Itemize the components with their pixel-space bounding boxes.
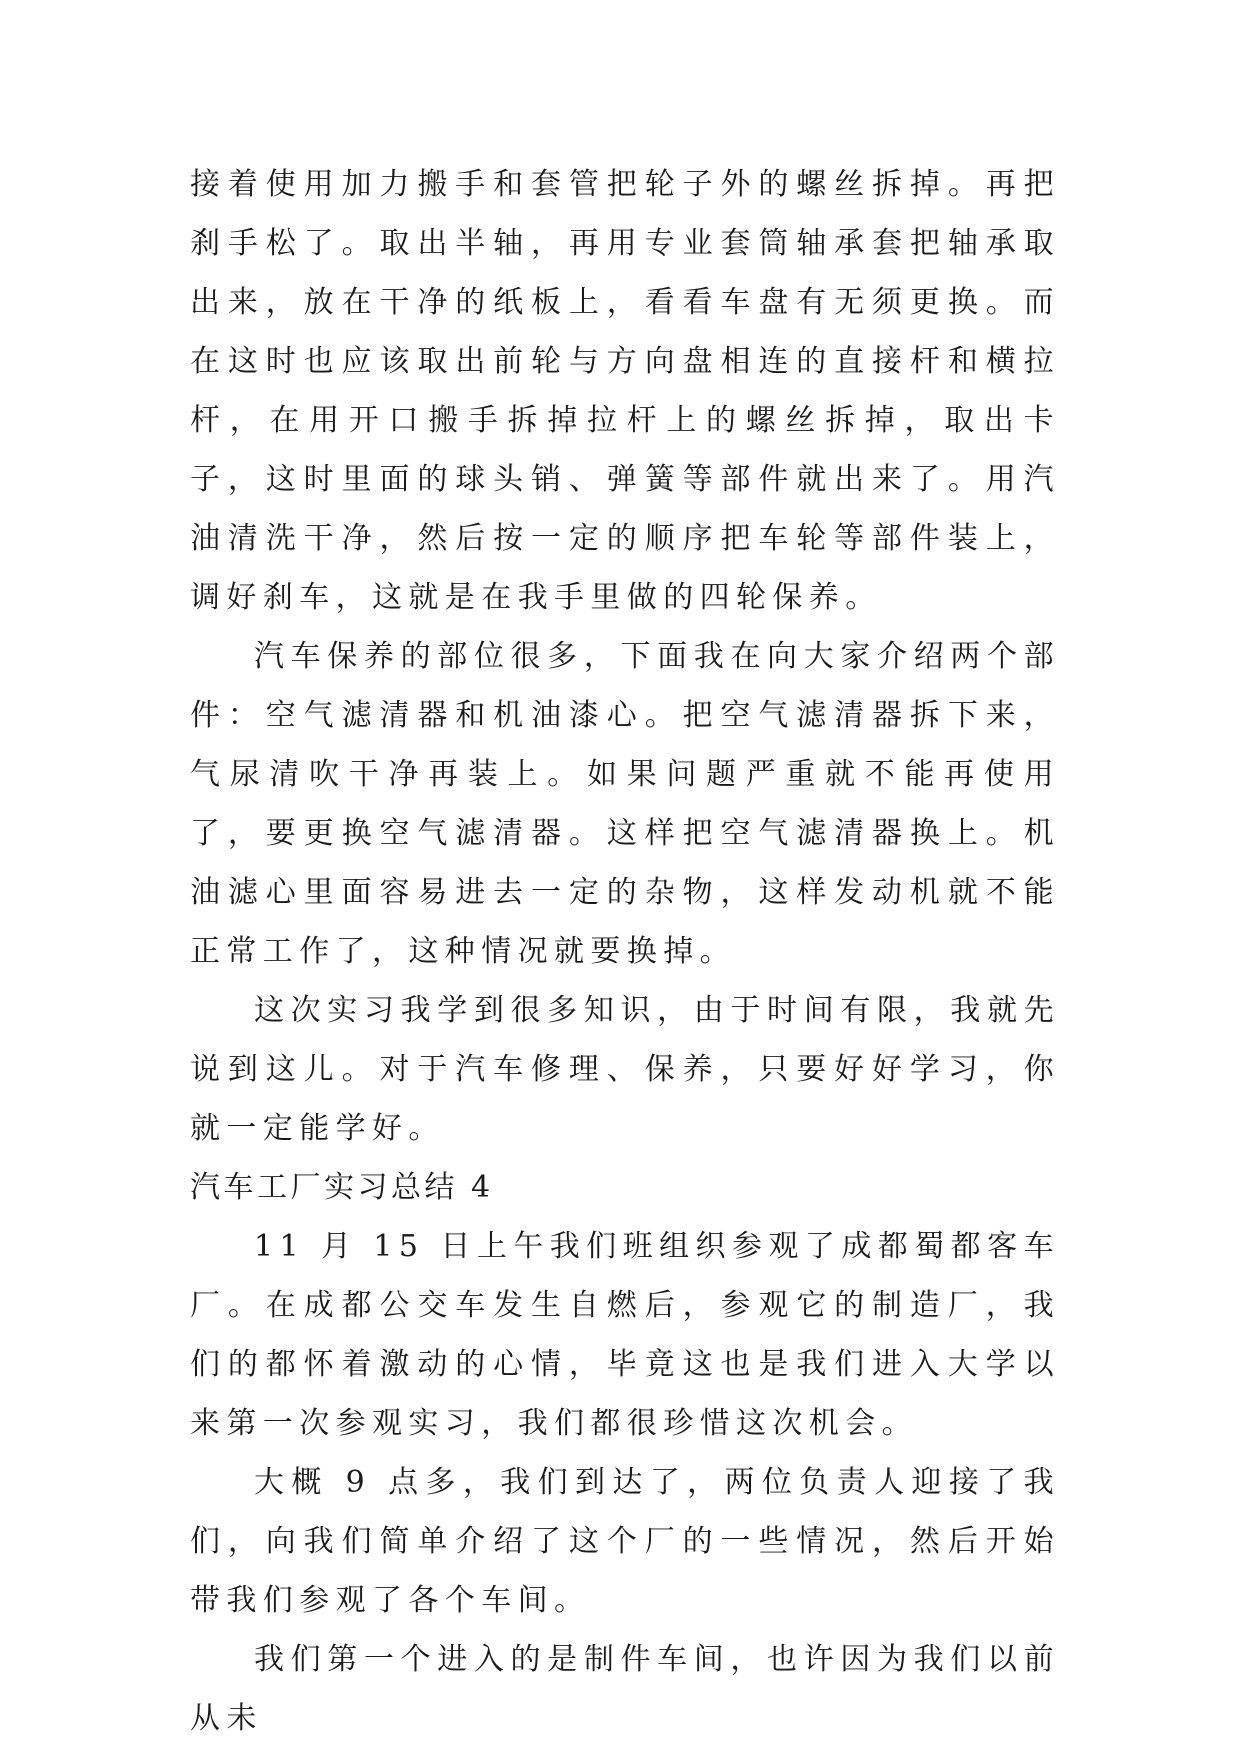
paragraph-maintenance-steps: 接着使用加力搬手和套管把轮子外的螺丝拆掉。再把刹手松了。取出半轴，再用专业套筒轴承套把轴承取出来，放在干净的纸板上，看看车盘有无须更换。而在这时也应该取出前轮与方向盘相连的直接杆和横拉杆，在用开口搬手拆掉拉杆上的螺丝拆掉，取出卡子，这时里面的球头销、弹簧等部件就出来了。用汽油清洗干净，然后按一定的顺序把车轮等部件装上，调好刹车，这就是在我手里做的四轮保养。	[190, 167, 1060, 615]
paragraph-internship-conclusion: 这次实习我学到很多知识，由于时间有限，我就先说到这儿。对于汽车修理、保养，只要好好学习，你就一定能学好。	[190, 993, 1060, 1146]
paragraph-factory-visit: 11 月 15 日上午我们班组织参观了成都蜀都客车厂。在成都公交车发生自燃后，参观它的制造厂，我们的都怀着激动的心情，毕竟这也是我们进入大学以来第一次参观实习，我们都很珍惜这次机会。	[190, 1229, 1060, 1441]
paragraph-arrival: 大概 9 点多，我们到达了，两位负责人迎接了我们，向我们简单介绍了这个厂的一些情况，然后开始带我们参观了各个车间。	[190, 1465, 1060, 1618]
paragraph-workshop: 我们第一个进入的是制件车间，也许因为我们以前从未	[190, 1642, 1060, 1736]
paragraph-maintenance-parts: 汽车保养的部位很多，下面我在向大家介绍两个部件：空气滤清器和机油漆心。把空气滤清器拆下来，气尿清吹干净再装上。如果问题严重就不能再使用了，要更换空气滤清器。这样把空气滤清器换上。机油滤心里面容易进去一定的杂物，这样发动机就不能正常工作了，这种情况就要换掉。	[190, 639, 1060, 969]
section-title: 汽车工厂实习总结 4	[190, 1170, 494, 1205]
document-page	[190, 155, 1060, 1748]
